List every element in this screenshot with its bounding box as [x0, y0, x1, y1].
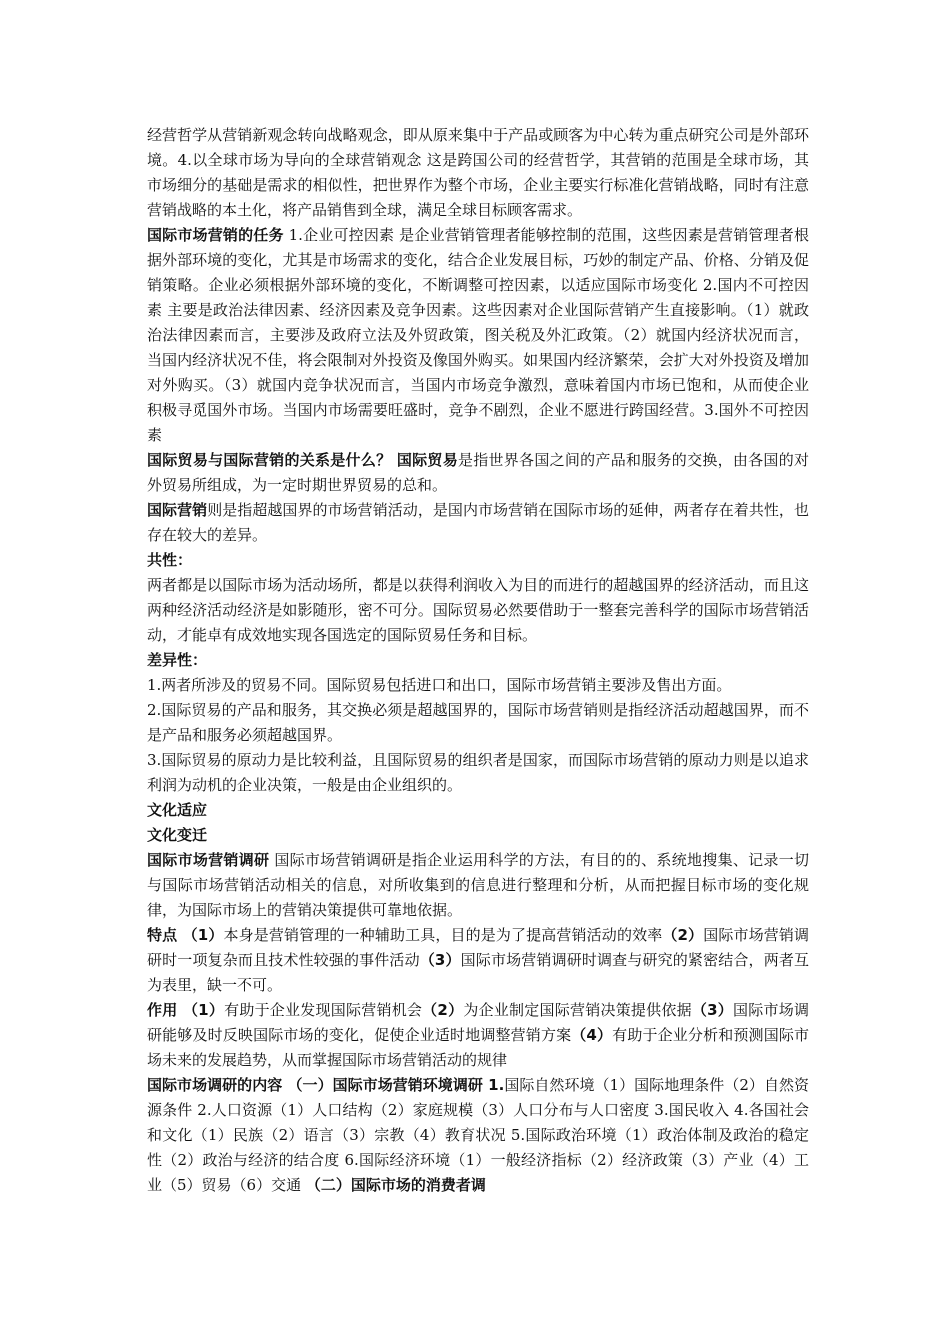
- paragraph-marketing-tasks: [147, 223, 809, 448]
- document-page: [147, 123, 809, 1198]
- heading-research-content: 国际市场调研的内容 （一）国际市场营销环境调研 1.: [147, 1076, 505, 1094]
- text-marketing-tasks: 1.企业可控因素 是企业营销管理者能够控制的范围，这些因素是营销管理者根据外部环境的变化，尤其是市场需求的变化，结合企业发展目标，巧妙的制定产品、价格、分销及促销策略。企业必须根据外部环境的变化，不断调整可控因素，以适应国际市场变化 2.国内不可控因素 主要是政治法律因素、经济因素及竞争因素。这些因素对企业国际营销产生直接影响。（1）就政治法律因素而言，主要涉及政府立法及外贸政策，图关税及外汇政策。（2）就国内经济状况而言，当国内经济状况不佳，将会限制对外投资及像国外购买。如果国内经济繁荣，会扩大对外投资及增加对外购买。（3）就国内竞争状况而言，当国内市场竞争激烈，意味着国内市场已饱和，从而使企业积极寻觅国外市场。当国内市场需要旺盛时，竞争不剧烈，企业不愿进行跨国经营。3.国外不可控因素: [147, 226, 809, 444]
- feature-text-1: 本身是营销管理的一种辅助工具，目的是为了提高营销活动的效率: [223, 926, 663, 944]
- heading-functions: 作用: [147, 1001, 178, 1019]
- heading-marketing-tasks: 国际市场营销的任务: [147, 226, 284, 244]
- paragraph-marketing-philosophy: 经营哲学从营销新观念转向战略观念，即从原来集中于产品或顾客为中心转为重点研究公司是外部环境。4.以全球市场为导向的全球营销观念 这是跨国公司的经营哲学，其营销的范围是全球市场，其市场细分的基础是需求的相似性，把世界作为整个市场，企业主要实行标准化营销战略，同时有注意营销战略的本土化，将产品销售到全球，满足全球目标顾客需求。: [147, 126, 809, 219]
- feature-text-3: 国际市场营销调研时调查与研究的紧密结合，两者互为表里，缺一不可。: [147, 951, 810, 994]
- paragraph-functions: [147, 998, 809, 1073]
- heading-differences: 差异性：: [147, 651, 208, 669]
- heading-trade-vs-marketing: 国际贸易与国际营销的关系是什么？: [147, 451, 392, 469]
- term-international-marketing: 国际营销: [147, 501, 208, 519]
- paragraph-commonality: 两者都是以国际市场为活动场所，都是以获得利润收入为目的而进行的超越国界的经济活动，而且这两种经济活动经济是如影随形，密不可分。国际贸易必然要借助于一整套完善科学的国际市场营销活动，才能卓有成效地实现各国选定的国际贸易任务和目标。: [147, 576, 809, 644]
- function-text-2: 为企业制定国际营销决策提供依据: [463, 1001, 692, 1019]
- heading-consumer-research: （二）国际市场的消费者调: [305, 1176, 486, 1194]
- heading-features: 特点: [147, 926, 178, 944]
- function-text-4: 有助于企业分析和预测国际市场未来的发展趋势，从而掌握国际市场营销活动的规律: [147, 1026, 809, 1069]
- heading-cultural-change: 文化变迁: [147, 826, 208, 844]
- feature-marker-1: （1）: [177, 926, 224, 944]
- function-marker-4: （4）: [571, 1026, 613, 1044]
- function-marker-3: （3）: [691, 1001, 734, 1019]
- heading-cultural-adaptation: 文化适应: [147, 801, 208, 819]
- function-text-1: 有助于企业发现国际营销机会: [224, 1001, 423, 1019]
- feature-marker-3: （3）: [419, 951, 461, 969]
- text-international-trade: 是指世界各国之间的产品和服务的交换，由各国的对外贸易所组成，为一定时期世界贸易的总和。: [147, 451, 809, 494]
- text-research-content: 国际自然环境（1）国际地理条件（2）自然资源条件 2.人口资源（1）人口结构（2）家庭规模（3）人口分布与人口密度 3.国民收入 4.各国社会和文化（1）民族（2）语言（3）宗教（4）教育状况 5.国际政治环境（1）政治体制及政治的稳定性（2）政治与经济的结合度 6.国际经济环境（1）一般经济指标（2）经济政策（3）产业（4）工业（5）贸易（6）交通: [147, 1076, 809, 1194]
- text-international-marketing: 则是指超越国界的市场营销活动，是国内市场营销在国际市场的延伸，两者存在着共性，也存在较大的差异。: [147, 501, 809, 544]
- difference-item-3: 3.国际贸易的原动力是比较利益，且国际贸易的组织者是国家，而国际市场营销的原动力则是以追求利润为动机的企业决策，一般是由企业组织的。: [147, 751, 809, 794]
- heading-market-research: 国际市场营销调研: [147, 851, 270, 869]
- function-text-3: 国际市场调研能够及时反映国际市场的变化，促使企业适时地调整营销方案: [147, 1001, 809, 1044]
- paragraph-trade-vs-marketing: [147, 448, 809, 498]
- paragraph-research-content: [147, 1073, 809, 1198]
- text-market-research: 国际市场营销调研是指企业运用科学的方法，有目的的、系统地搜集、记录一切与国际市场营销活动相关的信息，对所收集到的信息进行整理和分析，从而把握目标市场的变化规律，为国际市场上的营销决策提供可靠地依据。: [147, 851, 809, 919]
- paragraph-international-marketing: [147, 498, 809, 548]
- heading-commonality: 共性：: [147, 551, 193, 569]
- paragraph-features: [147, 923, 809, 998]
- term-international-trade: 国际贸易: [391, 451, 458, 469]
- paragraph-market-research: [147, 848, 809, 923]
- function-marker-1: （1）: [177, 1001, 225, 1019]
- difference-item-1: 1.两者所涉及的贸易不同。国际贸易包括进口和出口，国际市场营销主要涉及售出方面。: [147, 676, 732, 694]
- feature-text-2: 国际市场营销调研时一项复杂而且技术性较强的事件活动: [147, 926, 809, 969]
- difference-item-2: 2.国际贸易的产品和服务，其交换必须是超越国界的，国际市场营销则是指经济活动超越国界，而不是产品和服务必须超越国界。: [147, 701, 809, 744]
- feature-marker-2: （2）: [662, 926, 704, 944]
- function-marker-2: （2）: [422, 1001, 464, 1019]
